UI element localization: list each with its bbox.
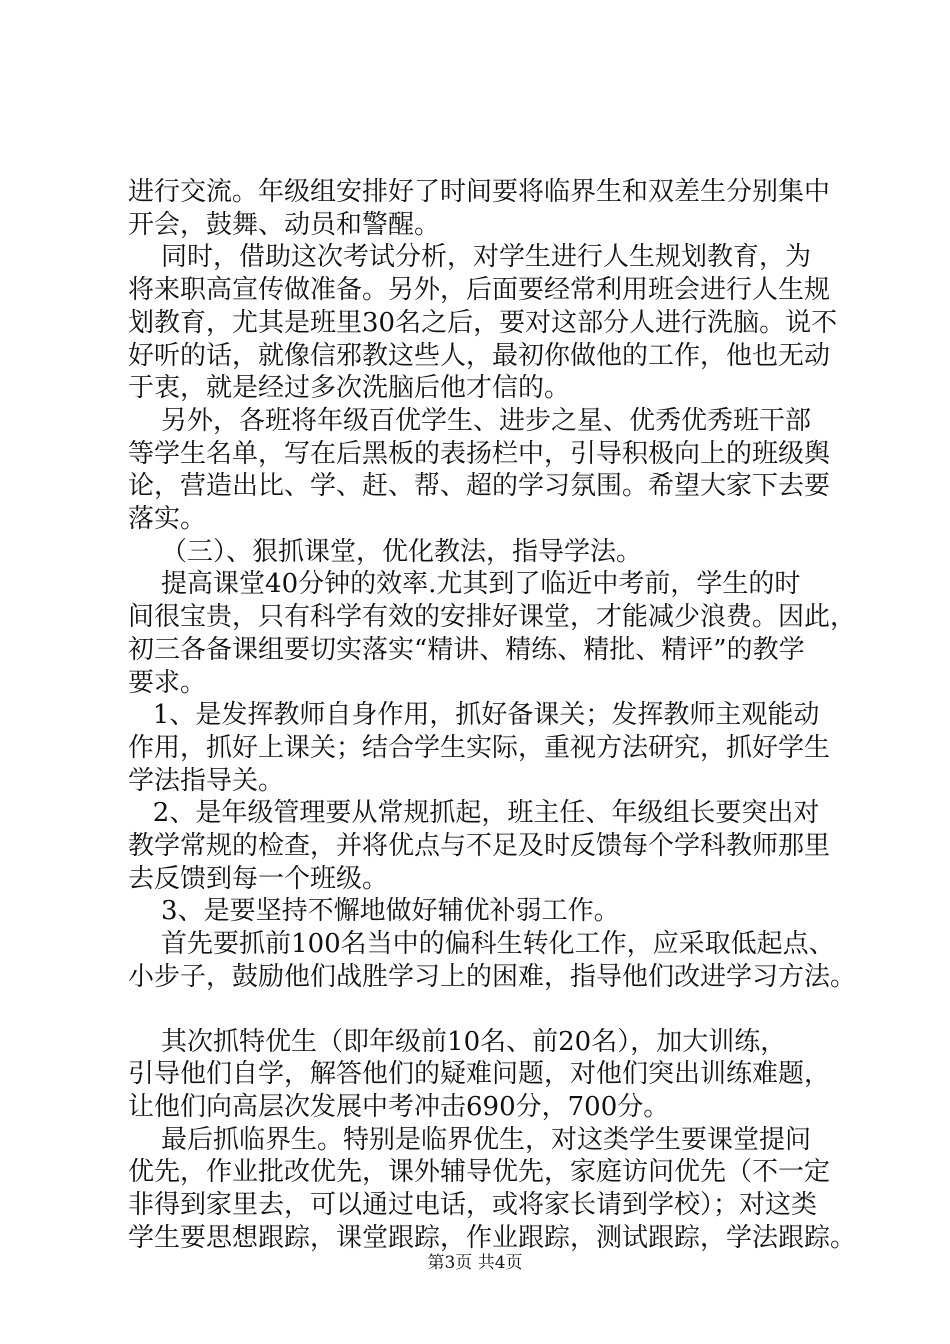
text-line: 其次抓特优生（即年级前10名、前20名），加大训练， xyxy=(128,1026,787,1057)
text-line: 学生要思想跟踪，课堂跟踪，作业跟踪，测试跟踪，学法跟踪。 xyxy=(128,1222,857,1253)
text-line: 去反馈到每一个班级。 xyxy=(128,863,389,894)
text-line: 另外，各班将年级百优学生、进步之星、优秀优秀班干部 xyxy=(128,405,812,436)
text-line: 2、是年级管理要从常规抓起，班主任、年级组长要突出对 xyxy=(128,798,820,829)
text-line: 学法指导关。 xyxy=(128,765,285,796)
text-line: 非得到家里去，可以通过电话，或将家长请到学校）；对这类 xyxy=(128,1190,818,1220)
text-line: 教学常规的检查，并将优点与不足及时反馈每个学科教师那里 xyxy=(128,831,831,861)
text-line: 论，营造出比、学、赶、帮、超的学习氛围。希望大家下去要 xyxy=(128,471,831,502)
text-line: 落实。 xyxy=(128,504,207,534)
text-line: 小步子，鼓励他们战胜学习上的困难，指导他们改进学习方法。 xyxy=(128,961,857,992)
text-line: 引导他们自学，解答他们的疑难问题，对他们突出训练难题， xyxy=(128,1059,831,1090)
text-line: 作用，抓好上课关；结合学生实际，重视方法研究，抓好学生 xyxy=(128,732,831,763)
text-line: 进行交流。年级组安排好了时间要将临界生和双差生分别集中 xyxy=(128,177,831,207)
text-line: 优先，作业批改优先，课外辅导优先，家庭访问优先（不一定 xyxy=(128,1157,831,1188)
text-line: 让他们向高层次发展中考冲击690分，700分。 xyxy=(128,1091,670,1122)
text-line: 等学生名单，写在后黑板的表扬栏中，引导积极向上的班级舆 xyxy=(128,438,831,469)
text-line: 最后抓临界生。特别是临界优生，对这类学生要课堂提问 xyxy=(128,1124,812,1155)
text-line: 3、是要坚持不懈地做好辅优补弱工作。 xyxy=(128,896,620,927)
page-footer: 第3页 共4页 xyxy=(427,1253,523,1273)
text-line: （三）、狠抓课堂，优化教法，指导学法。 xyxy=(128,536,643,567)
text-line: 要求。 xyxy=(128,667,207,698)
text-line: 提高课堂40分钟的效率.尤其到了临近中考前，学生的时 xyxy=(128,569,801,600)
text-line: 好听的话，就像信邪教这些人，最初你做他的工作，他也无动 xyxy=(128,340,831,371)
text-line: 划教育，尤其是班里30名之后，要对这部分人进行洗脑。说不 xyxy=(128,307,838,338)
text-line: 于衷，就是经过多次洗脑后他才信的。 xyxy=(128,373,571,404)
text-line: 将来职高宣传做准备。另外，后面要经常利用班会进行人生规 xyxy=(128,275,831,306)
text-line: 1、是发挥教师自身作用，抓好备课关；发挥教师主观能动 xyxy=(128,700,820,731)
text-line: 开会，鼓舞、动员和警醒。 xyxy=(128,209,441,240)
text-line: 同时，借助这次考试分析，对学生进行人生规划教育，为 xyxy=(128,242,812,273)
text-line: 间很宝贵，只有科学有效的安排好课堂，才能减少浪费。因此， xyxy=(128,602,857,633)
text-line: 首先要抓前100名当中的偏科生转化工作，应采取低起点、 xyxy=(128,929,835,960)
text-line: 初三各备课组要切实落实“精讲、精练、精批、精评”的教学 xyxy=(128,634,805,665)
